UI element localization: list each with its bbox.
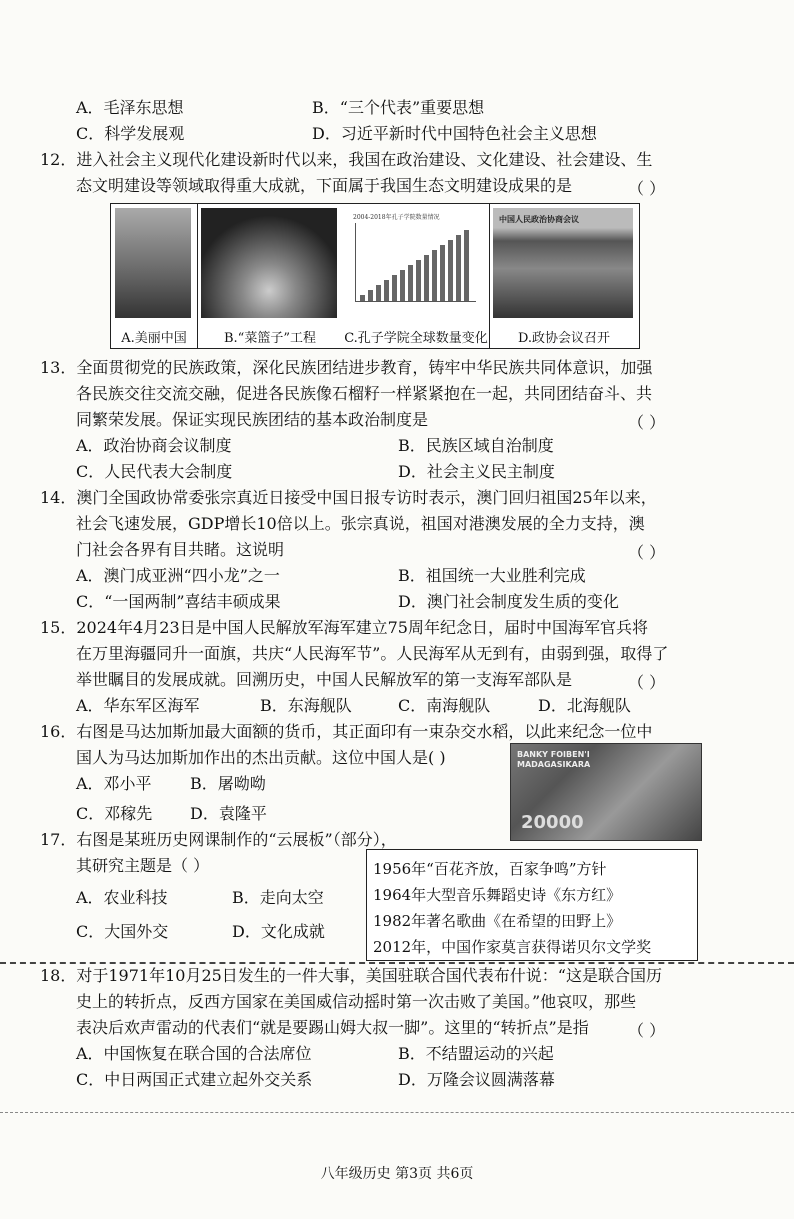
timeline-item: 2012年，中国作家莫言获得诺贝尔文学奖 bbox=[373, 938, 652, 956]
timeline-item: 1956年“百花齐放，百家争鸣”方针 bbox=[373, 860, 607, 878]
q18-stem-line3: 表决后欢声雷动的代表们“就是要踢山姆大叔一脚”。这里的“转折点”是指 bbox=[76, 1018, 589, 1037]
q17-stem-line2: 其研究主题是（ ） bbox=[76, 856, 210, 875]
banknote-photo bbox=[510, 743, 702, 841]
q16-stem-line1: 16．右图是马达加斯加最大面额的货币，其正面印有一束杂交水稻，以此来纪念一位中 bbox=[40, 722, 653, 741]
q12-image-a[interactable] bbox=[111, 204, 198, 348]
q13-option-d[interactable]: D．社会主义民主制度 bbox=[398, 462, 555, 481]
mini-chart-bar bbox=[432, 250, 437, 301]
q12-image-b[interactable] bbox=[197, 204, 344, 348]
bar-chart-photo-icon bbox=[347, 208, 483, 318]
q12-stem-line2: 态文明建设等领域取得重大成就，下面属于我国生态文明建设成果的是 bbox=[76, 176, 573, 195]
q15-stem-line2: 在万里海疆同升一面旗，共庆“人民海军节”。人民海军从无到有，由弱到强，取得了 bbox=[76, 644, 669, 663]
q12-image-c[interactable] bbox=[343, 204, 490, 348]
q15-option-d[interactable]: D．北海舰队 bbox=[538, 696, 631, 715]
mini-chart-bar bbox=[416, 260, 421, 301]
q18-answer-paren[interactable]: （ ） bbox=[628, 1021, 666, 1040]
mini-chart-bar bbox=[440, 245, 445, 301]
q18-stem-line1: 18．对于1971年10月25日发生的一件大事，美国驻联合国代表布什说：“这是联合国历 bbox=[40, 966, 662, 985]
landscape-photo-icon bbox=[115, 208, 191, 318]
q13-option-a[interactable]: A．政治协商会议制度 bbox=[76, 436, 232, 455]
q18-option-a[interactable]: A．中国恢复在联合国的合法席位 bbox=[76, 1044, 312, 1063]
q14-stem-line1: 14．澳门全国政协常委张宗真近日接受中国日报专访时表示，澳门回归祖国25年以来， bbox=[40, 488, 657, 507]
q12-banner-text: 中国人民政治协商会议 bbox=[499, 214, 579, 224]
mini-chart-bar bbox=[384, 280, 389, 301]
fold-line-divider bbox=[0, 962, 794, 964]
q13-stem-line3: 同繁荣发展。保证实现民族团结的基本政治制度是 bbox=[76, 410, 429, 429]
q12-chart-title: 2004-2018年孔子学院数量情况 bbox=[353, 214, 440, 221]
mini-chart-bar bbox=[424, 255, 429, 301]
q11-option-b[interactable]: B．“三个代表”重要思想 bbox=[312, 98, 485, 117]
q15-option-c[interactable]: C．南海舰队 bbox=[398, 696, 491, 715]
q14-option-b[interactable]: B．祖国统一大业胜利完成 bbox=[398, 566, 586, 585]
q15-option-b[interactable]: B．东海舰队 bbox=[260, 696, 352, 715]
q14-answer-paren[interactable]: （ ） bbox=[628, 543, 666, 562]
q14-option-a[interactable]: A．澳门成亚洲“四小龙”之一 bbox=[76, 566, 280, 585]
q11-option-c[interactable]: C．科学发展观 bbox=[76, 124, 185, 143]
q11-option-d[interactable]: D．习近平新时代中国特色社会主义思想 bbox=[312, 124, 597, 143]
vegetable-basket-photo-icon bbox=[201, 208, 337, 318]
q12-image-d[interactable] bbox=[489, 204, 639, 348]
q13-answer-paren[interactable]: （ ） bbox=[628, 413, 666, 432]
q14-option-c[interactable]: C．“一国两制”喜结丰硕成果 bbox=[76, 592, 281, 611]
q12-caption-a: A.美丽中国 bbox=[121, 331, 187, 346]
mini-chart-bar bbox=[456, 235, 461, 301]
q17-stem-line1: 17．右图是某班历史网课制作的“云展板”（部分）， bbox=[40, 830, 397, 849]
q14-option-d[interactable]: D．澳门社会制度发生质的变化 bbox=[398, 592, 619, 611]
q12-caption-c: C.孔子学院全球数量变化 bbox=[344, 331, 488, 346]
q15-option-a[interactable]: A．华东军区海军 bbox=[76, 696, 200, 715]
q12-caption-b: B.“菜篮子”工程 bbox=[224, 331, 316, 346]
q12-image-strip bbox=[110, 203, 640, 349]
mini-chart-bar bbox=[408, 265, 413, 301]
q13-stem-line2: 各民族交往交流交融，促进各民族像石榴籽一样紧紧抱在一起，共同团结奋斗、共 bbox=[76, 384, 653, 403]
q17-option-b[interactable]: B．走向太空 bbox=[232, 888, 324, 907]
mini-chart-bar bbox=[400, 270, 405, 301]
q16-option-b[interactable]: B．屠呦呦 bbox=[190, 774, 266, 793]
banknote-value-text: 20000 bbox=[521, 812, 584, 833]
q16-option-a[interactable]: A．邓小平 bbox=[76, 774, 152, 793]
q15-answer-paren[interactable]: （ ） bbox=[628, 673, 666, 692]
page-footer: 八年级历史 第3页 共6页 bbox=[320, 1166, 474, 1182]
q13-stem-line1: 13．全面贯彻党的民族政策，深化民族团结进步教育，铸牢中华民族共同体意识，加强 bbox=[40, 358, 653, 377]
banknote-issuer-text: BANKY FOIBEN'I MADAGASIKARA bbox=[517, 750, 591, 769]
q13-option-c[interactable]: C．人民代表大会制度 bbox=[76, 462, 233, 481]
q12-stem-line1: 12．进入社会主义现代化建设新时代以来，我国在政治建设、文化建设、社会建设、生 bbox=[40, 150, 653, 169]
q17-option-c[interactable]: C．大国外交 bbox=[76, 922, 169, 941]
mini-chart-bar bbox=[448, 240, 453, 301]
timeline-item: 1964年大型音乐舞蹈史诗《东方红》 bbox=[373, 886, 622, 904]
timeline-item: 1982年著名歌曲《在希望的田野上》 bbox=[373, 912, 622, 930]
q16-stem-line2: 国人为马达加斯加作出的杰出贡献。这位中国人是( ) bbox=[76, 748, 446, 767]
q12-answer-paren[interactable]: （ ） bbox=[628, 179, 666, 198]
q13-option-b[interactable]: B．民族区域自治制度 bbox=[398, 436, 554, 455]
q18-option-c[interactable]: C．中日两国正式建立起外交关系 bbox=[76, 1070, 313, 1089]
q18-option-d[interactable]: D．万隆会议圆满落幕 bbox=[398, 1070, 555, 1089]
q14-stem-line3: 门社会各界有目共睹。这说明 bbox=[76, 540, 285, 559]
q15-stem-line1: 15．2024年4月23日是中国人民解放军海军建立75周年纪念日，届时中国海军官兵将 bbox=[40, 618, 648, 637]
q18-stem-line2: 史上的转折点，反西方国家在美国威信动摇时第一次击败了美国。”他哀叹，那些 bbox=[76, 992, 637, 1011]
cloud-exhibition-board bbox=[366, 849, 698, 961]
q16-option-d[interactable]: D．袁隆平 bbox=[190, 804, 267, 823]
q11-option-a[interactable]: A．毛泽东思想 bbox=[76, 98, 184, 117]
mini-chart-bar bbox=[360, 295, 365, 301]
mini-chart-bar bbox=[376, 285, 381, 301]
q17-option-a[interactable]: A．农业科技 bbox=[76, 888, 168, 907]
q18-option-b[interactable]: B．不结盟运动的兴起 bbox=[398, 1044, 554, 1063]
q12-caption-d: D.政协会议召开 bbox=[517, 331, 611, 346]
mini-chart-bar bbox=[464, 230, 469, 301]
q15-stem-line3: 举世瞩目的发展成就。回溯历史，中国人民解放军的第一支海军部队是 bbox=[76, 670, 573, 689]
mini-chart-bar bbox=[368, 290, 373, 301]
q17-option-d[interactable]: D．文化成就 bbox=[232, 922, 325, 941]
q16-option-c[interactable]: C．邓稼先 bbox=[76, 804, 153, 823]
q14-stem-line2: 社会飞速发展，GDP增长10倍以上。张宗真说，祖国对港澳发展的全力支持，澳 bbox=[76, 514, 645, 533]
mini-chart-bar bbox=[392, 275, 397, 301]
page-divider bbox=[0, 1112, 794, 1113]
